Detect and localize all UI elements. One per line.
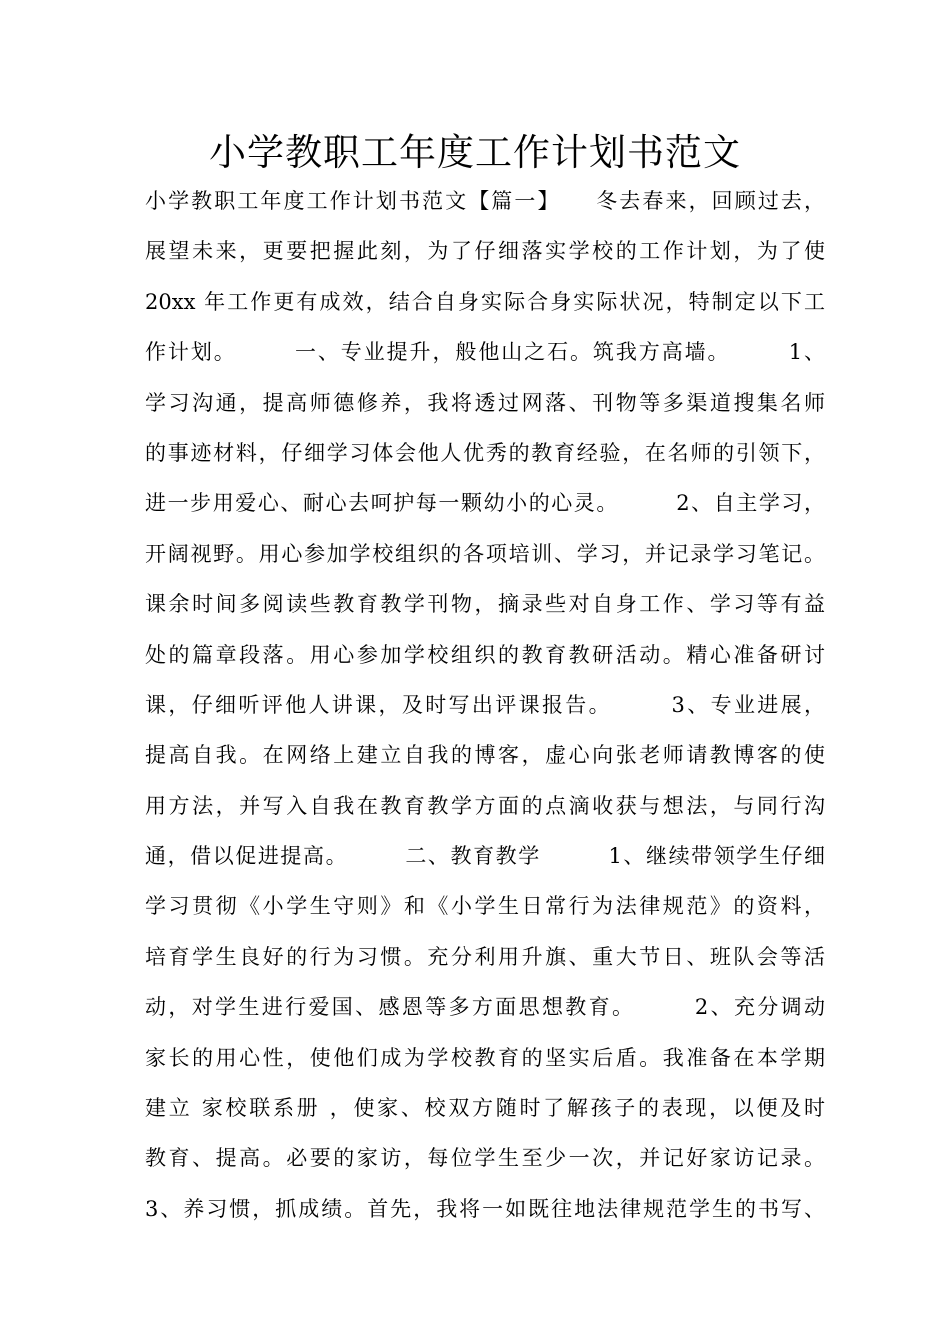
body-line: 提高自我。在网络上建立自我的博客，虚心向张老师请教博客的使 bbox=[145, 743, 825, 768]
document-body bbox=[145, 183, 825, 1241]
body-line: 3、养习惯，抓成绩。首先，我将一如既往地法律规范学生的书写、 bbox=[145, 1196, 825, 1221]
body-line: 建立 家校联系册 ，使家、校双方随时了解孩子的表现，以便及时 bbox=[145, 1096, 825, 1121]
body-line: 学习贯彻《小学生守则》和《小学生日常行为法律规范》的资料， bbox=[145, 894, 825, 919]
body-line: 课，仔细听评他人讲课，及时写出评课报告。 3、专业进展， bbox=[145, 692, 825, 717]
body-line: 教育、提高。必要的家访，每位学生至少一次，并记好家访记录。 bbox=[145, 1146, 825, 1171]
body-line: 课余时间多阅读些教育教学刊物，摘录些对自身工作、学习等有益 bbox=[145, 592, 825, 617]
body-line: 学习沟通，提高师德修养，我将透过网落、刊物等多渠道搜集名师 bbox=[145, 390, 825, 415]
body-line: 培育学生良好的行为习惯。充分利用升旗、重大节日、班队会等活 bbox=[145, 944, 825, 969]
body-line: 家长的用心性，使他们成为学校教育的坚实后盾。我准备在本学期 bbox=[145, 1045, 825, 1070]
body-line: 通，借以促进提高。 二、教育教学 1、继续带领学生仔细 bbox=[145, 844, 825, 869]
body-line: 作计划。 一、专业提升，般他山之石。筑我方高墙。 1、 bbox=[145, 340, 825, 365]
body-line: 处的篇章段落。用心参加学校组织的教育教研活动。精心准备研讨 bbox=[145, 642, 825, 667]
body-line: 动，对学生进行爱国、感恩等多方面思想教育。 2、充分调动 bbox=[145, 995, 825, 1020]
body-line: 20xx 年工作更有成效，结合自身实际合身实际状况，特制定以下工 bbox=[145, 289, 825, 314]
body-line: 用方法，并写入自我在教育教学方面的点滴收获与想法，与同行沟 bbox=[145, 793, 825, 818]
document-title: 小学教职工年度工作计划书范文 bbox=[209, 131, 741, 174]
body-line: 开阔视野。用心参加学校组织的各项培训、学习，并记录学习笔记。 bbox=[145, 541, 825, 566]
body-line: 进一步用爱心、耐心去呵护每一颗幼小的心灵。 2、自主学习， bbox=[145, 491, 825, 516]
body-line: 小学教职工年度工作计划书范文【篇一】 冬去春来，回顾过去， bbox=[145, 189, 825, 213]
body-line: 展望未来，更要把握此刻，为了仔细落实学校的工作计划，为了使 bbox=[145, 239, 825, 264]
body-line: 的事迹材料，仔细学习体会他人优秀的教育经验，在名师的引领下， bbox=[145, 440, 825, 465]
